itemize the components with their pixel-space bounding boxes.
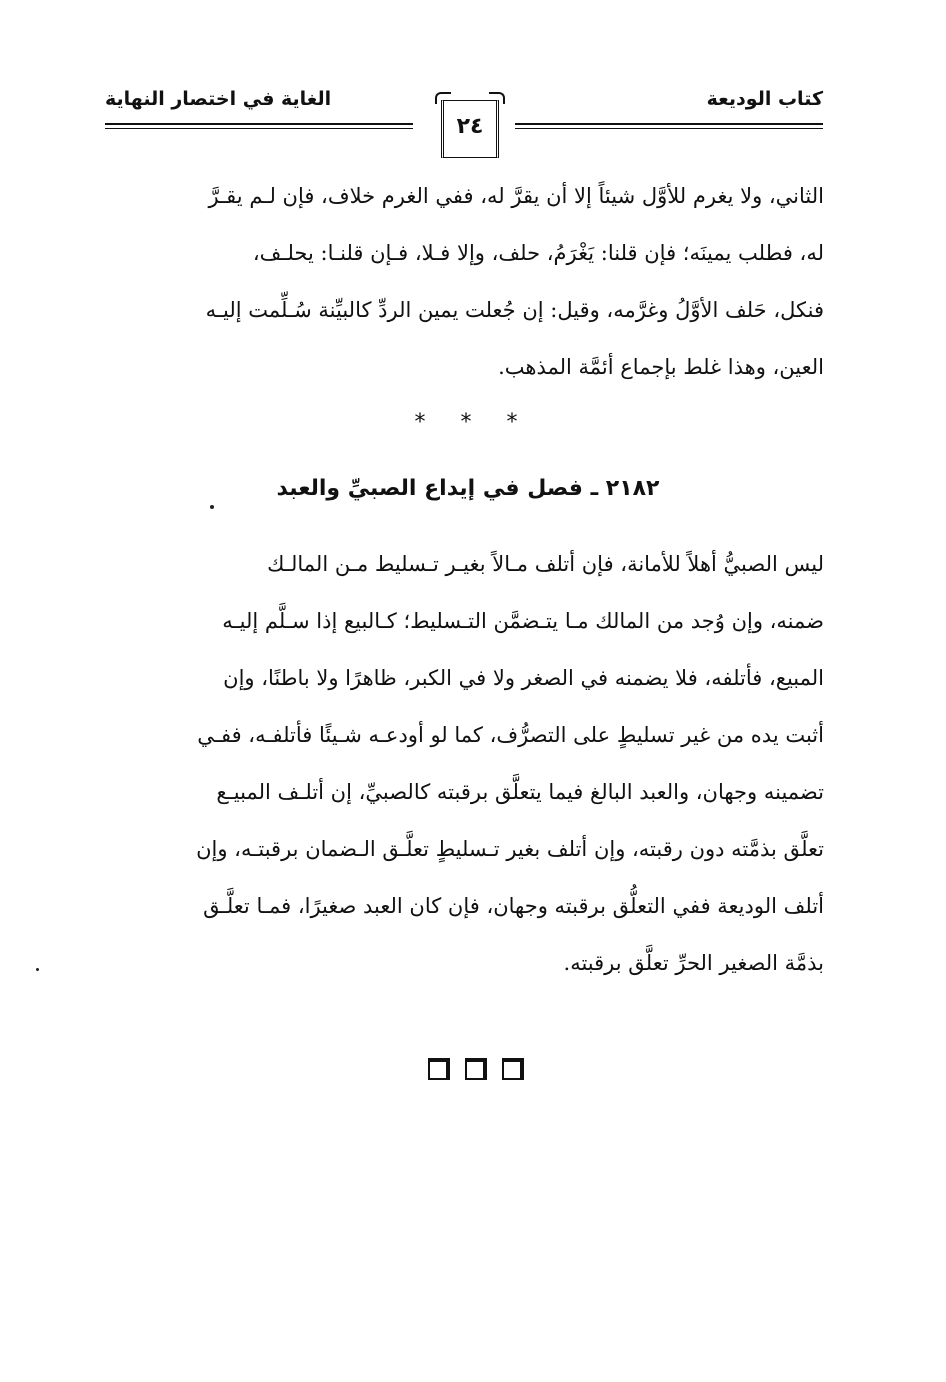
header-rule-right <box>515 123 823 125</box>
stray-dot <box>36 968 39 971</box>
text-line: ليس الصبيُّ أهلاً للأمانة، فإن أتلف مـالاً بغيـر تـسليط مـن المالـك <box>267 552 824 576</box>
book-title: الغاية في اختصار النهاية <box>105 88 332 110</box>
text-line: ضمنه، وإن وُجد من المالك مـا يتـضمَّن التـسليط؛ كـالبيع إذا سـلَّم إليـه <box>222 609 824 633</box>
paragraph-section <box>112 536 824 992</box>
chapter-title: كتاب الوديعة <box>706 88 823 110</box>
square-ornament-icon <box>465 1058 487 1080</box>
text-line: العين، وهذا غلط بإجماع أئمَّة المذهب. <box>498 355 824 379</box>
square-ornament-icon <box>502 1058 524 1080</box>
text-line: أثبت يده من غير تسليطٍ على التصرُّف، كما لو أودعـه شـيئًا فأتلفـه، ففـي <box>197 723 824 747</box>
text-line: تعلَّق بذمَّته دون رقبته، وإن أتلف بغير تـسليطٍ تعلَّـق الـضمان برقبتـه، وإن <box>196 837 824 861</box>
text-line: فنكل، حَلف الأوَّلُ وغرَّمه، وقيل: إن جُعلت يمين الردِّ كالبيِّنة سُـلِّمت إليـه <box>205 298 824 322</box>
stray-dot <box>210 505 214 509</box>
end-of-chapter-mark <box>428 1058 524 1086</box>
text-line: المبيع، فأتلفه، فلا يضمنه في الصغر ولا في الكبر، ظاهرًا ولا باطنًا، وإن <box>223 666 824 690</box>
text-line: بذمَّة الصغير الحرِّ تعلَّق برقبته. <box>563 951 824 975</box>
text-line: له، فطلب يمينَه؛ فإن قلنا: يَغْرَمُ، حلف، وإلا فـلا، فـإن قلنـا: يحلـف، <box>252 241 824 265</box>
square-ornament-icon <box>428 1058 450 1080</box>
section-separator: * * * <box>414 410 532 435</box>
running-header <box>105 88 823 168</box>
section-heading: ٢١٨٢ ـ فصل في إيداع الصبيِّ والعبد <box>276 476 660 501</box>
header-rule-left <box>105 123 413 125</box>
page-number: ٢٤ <box>456 114 484 139</box>
text-line: أتلف الوديعة ففي التعلُّق برقبته وجهان، فإن كان العبد صغيرًا، فمـا تعلَّـق <box>203 894 824 918</box>
text-line: الثاني، ولا يغرم للأوَّل شيئاً إلا أن يقرَّ له، ففي الغرم خلاف، فإن لـم يقـرَّ <box>208 184 824 208</box>
page-number-box <box>435 92 505 158</box>
paragraph-continuation <box>112 168 824 396</box>
text-line: تضمينه وجهان، والعبد البالغ فيما يتعلَّق برقبته كالصبيِّ، إن أتلـف المبيـع <box>216 780 824 804</box>
